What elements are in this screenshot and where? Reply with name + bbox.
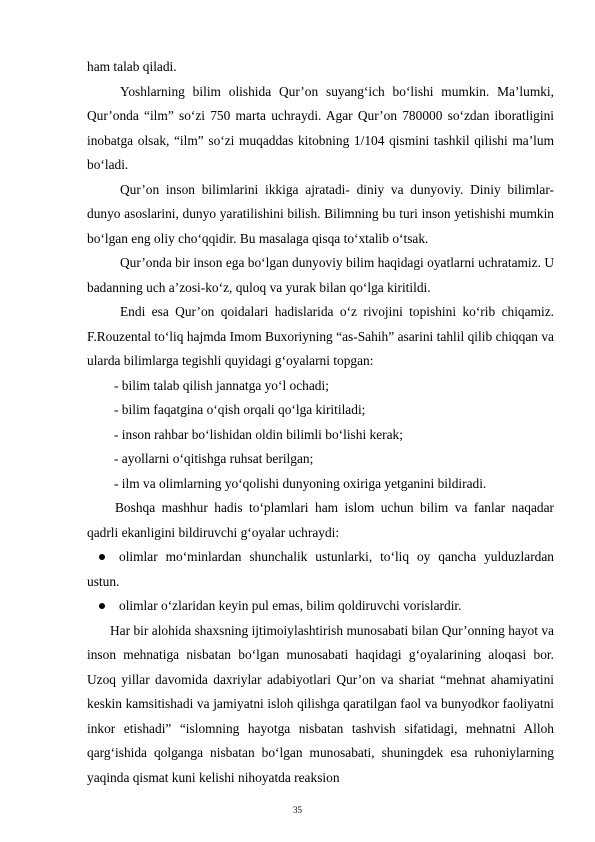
paragraph-worldly-knowledge: Qur’onda bir inson ega bo‘lgan dunyoviy bilim haqidagi oyatlarni uchratamiz. U badanning uch a’zosi-ko‘z, quloq va yurak bilan qo‘lga kiritildi. (87, 255, 554, 295)
paragraph-other-hadith: Boshqa mashhur hadis to‘plamlari ham islom uchun bilim va fanlar naqadar qadrli ekanligini bildiruvchi g‘oyalar uchraydi: (87, 500, 554, 540)
bullet-text: olimlar mo‘minlardan shunchalik ustunlarki, to‘liq oy qancha yulduzlardan ustun. (87, 549, 554, 589)
dash-list-item: - bilim talab qilish jannatga yo‘l ochadi; (114, 377, 329, 393)
dash-list-item: - bilim faqatgina o‘qish orqali qo‘lga kiritiladi; (114, 402, 366, 417)
bullet-icon (99, 603, 105, 609)
paragraph-quran-youth: Yoshlarning bilim olishida Qur’on suyang‘ich bo‘lishi mumkin. Ma’lumki, Qur’onda “ilm” so‘zi 750 marta uchraydi. Agar Qur’on 780000 so‘zdan iboratligini inobatga olsak, “ilm” so‘zi muqaddas kitobning 1/104 qismini tashkil qilishi ma’lum bo‘ladi. (87, 83, 554, 172)
bullet-list-item (87, 545, 554, 594)
dash-list-item: - ayollarni o‘qitishga ruhsat berilgan; (114, 451, 314, 466)
paragraph-hadith-rules: Endi esa Qur’on qoidalari hadislarida o‘z rivojini topishini ko‘rib chiqamiz. F.Rouzental to‘liq hajmda Imom Buxoriyning “as-Sahih” asarini tahlil qilib chiqqan va ularda bilimlarga tegishli quyidagi g‘oyalarni topgan: (87, 304, 554, 368)
document-body (87, 55, 554, 790)
paragraph-knowledge-types: Qur’on inson bilimlarini ikkiga ajratadi- diniy va dunyoviy. Diniy bilimlar-dunyo asoslarini, dunyo yaratilishini bilish. Bilimning bu turi inson yetishishi mumkin bo‘lgan eng oliy cho‘qqidir. Bu masalaga qisqa to‘xtalib o‘tsak. (87, 181, 554, 246)
bullet-text: olimlar o‘zlaridan keyin pul emas, bilim qoldiruvchi vorislardir. (119, 598, 462, 613)
dash-list-item: - inson rahbar bo‘lishidan oldin bilimli bo‘lishi kerak; (114, 426, 403, 442)
bullet-icon (99, 554, 105, 560)
dash-list-item: - ilm va olimlarning yo‘qolishi dunyoning oxiriga yetganini bildiradi. (114, 475, 487, 491)
paragraph-continuation: ham talab qiladi. (87, 59, 177, 74)
page-number: 35 (293, 805, 302, 815)
paragraph-socialization: Har bir alohida shaxsning ijtimoiylashtirish munosabati bilan Qur’onning hayot va inson mehnatiga nisbatan bo‘lgan munosabati haqidagi g‘oyalarining aloqasi bor. Uzoq yillar davomida daxriylar adabiyotlari Qur’on va shariat “mehnat ahamiyatini keskin kamsitishadi va jamiyatni isloh qilishga qaratilgan faol va bunyodkor faoliyatni inkor etishadi” “islomning hayotga nisbatan tashvish sifatidagi, mehnatni Alloh qarg‘ishida qolganga nisbatan bo‘lgan munosabati, shuningdek esa ruhoniylarning yaqinda qismat kuni kelishi nihoyatda reaksion (87, 622, 554, 785)
bullet-list-item (87, 594, 554, 619)
